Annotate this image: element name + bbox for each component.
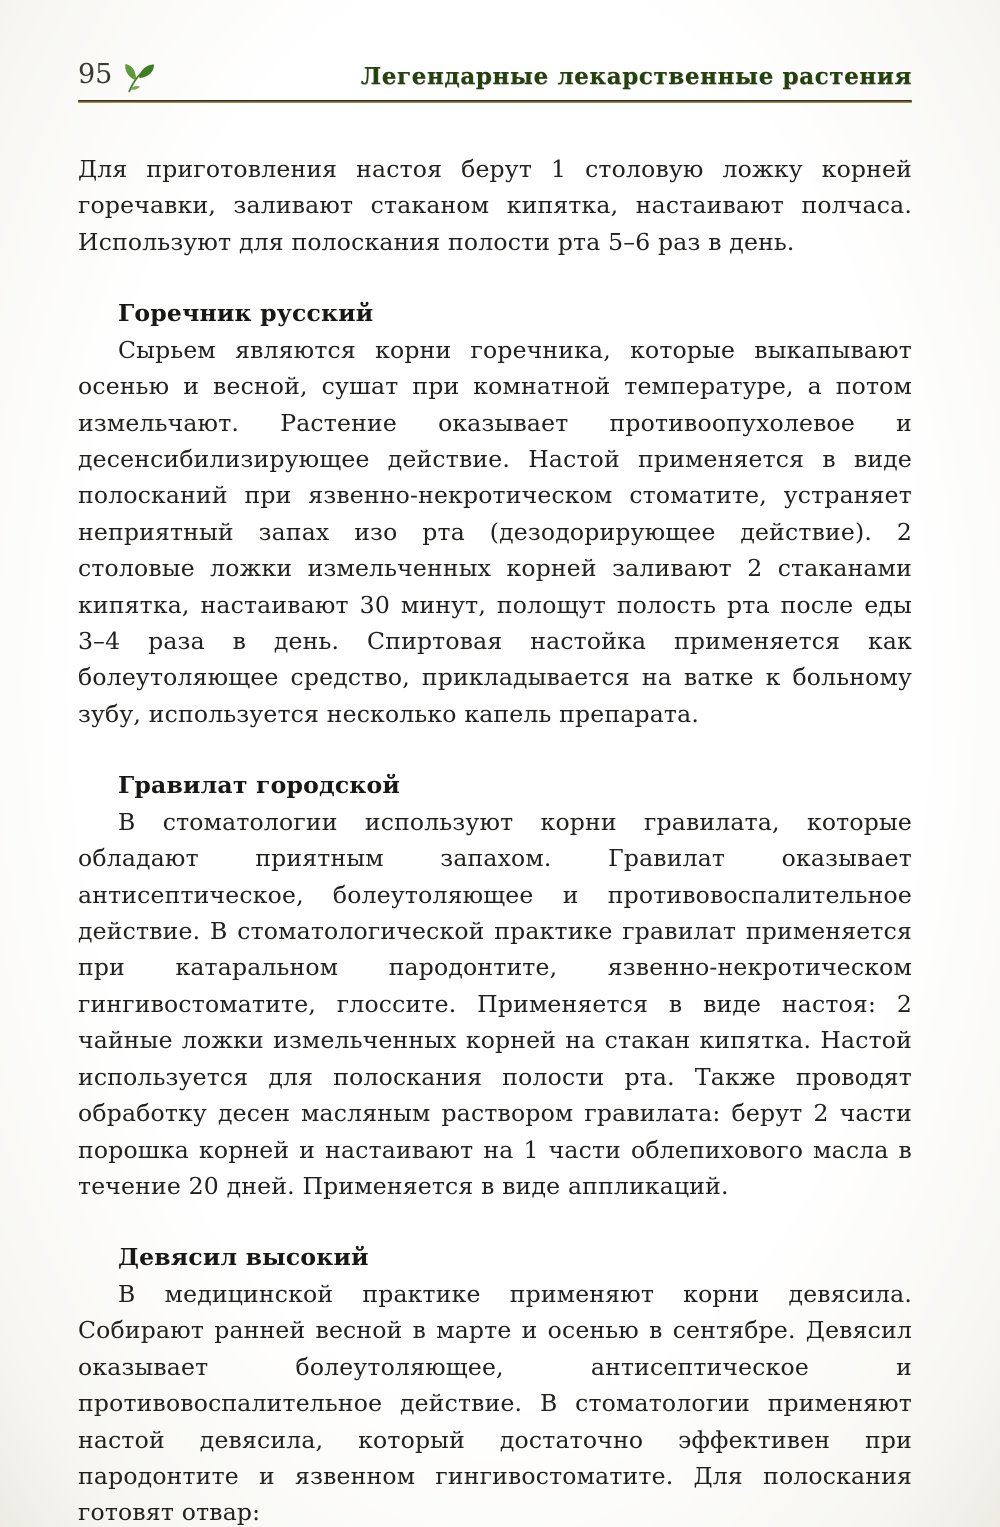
running-head-title: Легендарные лекарственные растения (360, 63, 912, 90)
section-paragraph-gravilat: В стоматологии используют корни гравилата, которые обладают приятным запахом. Гравилат оказывает антисептическое, болеутоляющее и противовоспалительное действие. В стоматологической практике гравилат применяется при катаральном пародонтите, язвенно-некротическом гингивостоматите, глоссите. Применяется в виде настоя: 2 чайные ложки измельченных корней на стакан кипятка. Настой используется для полоскания полости рта. Также проводят обработку десен масляным раствором гравилата: берут 2 части порошка корней и настаивают на 1 части облепихового масла в течение 20 дней. Применяется в виде аппликаций. (78, 807, 912, 1200)
page-number: 95 (78, 58, 113, 90)
page-content (78, 151, 912, 1527)
section-gravilat-gorodskoy (78, 767, 912, 1204)
leaf-icon (122, 62, 158, 94)
section-gorechnik-russkiy (78, 295, 912, 732)
page-header-left (78, 58, 158, 90)
section-heading-devyasil: Девясил высокий (118, 1243, 369, 1272)
section-heading-gorechnik: Горечник русский (118, 299, 374, 328)
section-paragraph-devyasil: В медицинской практике применяют корни девясила. Собирают ранней весной в марте и осенью в сентябре. Девясил оказывает болеутоляющее, антисептическое и противовоспалительное действие. В стоматологии применяют настой девясила, который достаточно эффективен при пародонтите и язвенном гингивостоматите. Для полоскания готовят отвар: (78, 1279, 912, 1527)
section-devyasil-vysokiy (78, 1239, 912, 1527)
paragraph-intro: Для приготовления настоя берут 1 столовую ложку корней горечавки, заливают стаканом кипятка, настаивают полчаса. Используют для полоскания полости рта 5–6 раз в день. (78, 155, 912, 256)
section-paragraph-gorechnik: Сырьем являются корни горечника, которые выкапывают осенью и весной, сушат при комнатной температуре, а потом измельчают. Растение оказывает противоопухолевое и десенсибилизирующее действие. Настой применяется в виде полосканий при язвенно-некротическом стоматите, устраняет неприятный запах изо рта (дезодорирующее действие). 2 столовые ложки измельченных корней заливают 2 стаканами кипятка, настаивают 30 минут, полощут полость рта после еды 3–4 раза в день. Спиртовая настойка применяется как болеутоляющее средство, прикладывается на ватке к больному зубу, используется несколько капель препарата. (78, 335, 912, 728)
section-heading-gravilat: Гравилат городской (118, 771, 401, 800)
page-header (78, 58, 912, 90)
header-rule (78, 100, 912, 103)
